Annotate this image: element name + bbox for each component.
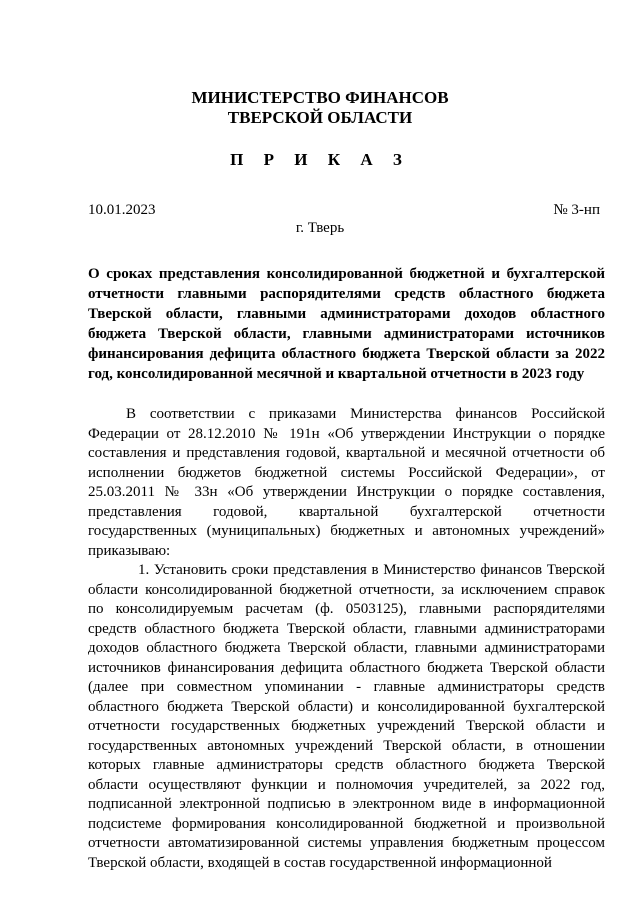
document-date: 10.01.2023 — [88, 202, 156, 218]
document-number: № 3-нп — [553, 202, 600, 218]
preamble-paragraph: В соответствии с приказами Министерства финансов Российской Федерации от 28.12.2010 № 191н «Об утверждении Инструкции о порядке составления и представления годовой, квартальной и месячной отчетности об исполнении бюджетов бюджетной системы Российской Федерации», от 25.03.2011 № 33н «Об утверждении Инструкции о порядке составления, представления годовой, квартальной бухгалтерской отчетности государственных (муниципальных) бюджетных и автономных учреждений» приказываю: — [88, 406, 605, 559]
ministry-header — [0, 88, 640, 128]
document-body — [88, 405, 605, 873]
document-type-title: П Р И К А З — [230, 150, 410, 169]
document-city: г. Тверь — [295, 220, 345, 236]
document-subject-title: О сроках представления консолидированной бюджетной и бухгалтерской отчетности главными распорядителями средств областного бюджета Тверской области, главными администраторами доходов областного бюджета Тверской области, главными администраторами источников финансирования дефицита областного бюджета Тверской области за 2022 год, консолидированной месячной и квартальной отчетности в 2023 году — [88, 266, 605, 382]
item-1-paragraph: 1. Установить сроки представления в Министерство финансов Тверской области консолидированной бюджетной отчетности, за исключением справок по консолидируемым расчетам (ф. 0503125), главными распорядителями средств областного бюджета Тверской области, главными администраторами доходов областного бюджета Тверской области, главными администраторами источников финансирования дефицита областного бюджета Тверской области (далее при совместном упоминании - главные администраторы средств областного бюджета Тверской области) и консолидированной бухгалтерской отчетности государственных бюджетных учреждений Тверской области и государственных автономных учреждений Тверской области, в отношении которых главные администраторы средств областного бюджета Тверской области осуществляют функции и полномочия учредителей, за 2022 год, подписанной электронной подписью в электронном виде в информационной подсистеме формирования консолидированной бюджетной и произвольной отчетности автоматизированной системы управления бюджетным процессом Тверской области, входящей в состав государственной информационной — [88, 562, 605, 871]
ministry-name-line1: МИНИСТЕРСТВО ФИНАНСОВ — [191, 88, 449, 107]
ministry-name-line2: ТВЕРСКОЙ ОБЛАСТИ — [227, 108, 413, 127]
